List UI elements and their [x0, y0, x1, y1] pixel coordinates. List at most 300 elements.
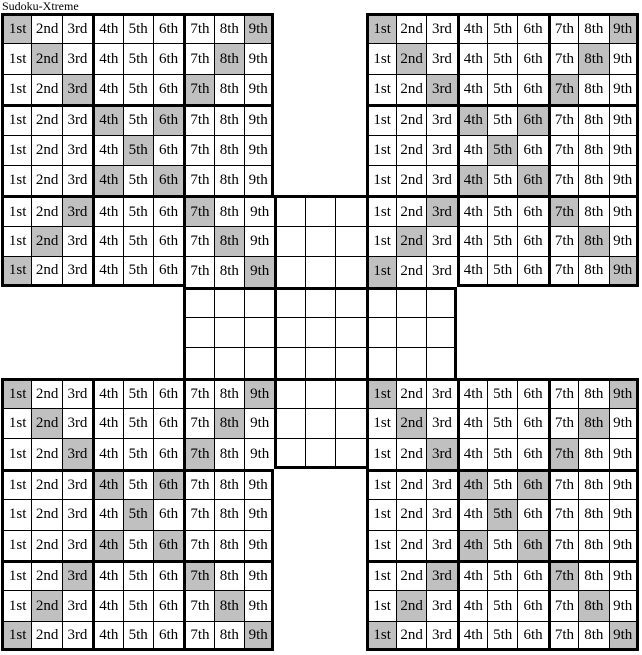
sudoku-cell: 8th — [214, 195, 244, 225]
sudoku-cell: 7th — [183, 195, 213, 225]
sudoku-cell: 4th — [92, 408, 122, 438]
sudoku-cell: 9th — [244, 13, 274, 43]
sudoku-cell: 4th — [92, 43, 122, 73]
sudoku-cell: 5th — [487, 135, 517, 165]
sudoku-cell: 3rd — [426, 135, 456, 165]
sudoku-cell: 8th — [578, 43, 608, 73]
sudoku-cell: 5th — [487, 43, 517, 73]
sudoku-cell: 1st — [366, 590, 396, 620]
sudoku-cell: 2nd — [396, 590, 426, 620]
sudoku-cell[interactable] — [305, 438, 335, 468]
sudoku-cell: 2nd — [31, 13, 61, 43]
sudoku-cell: 9th — [609, 408, 639, 438]
sudoku-cell: 1st — [366, 104, 396, 134]
sudoku-cell: 1st — [366, 469, 396, 499]
sudoku-cell: 3rd — [62, 74, 92, 104]
sudoku-cell: 4th — [457, 226, 487, 256]
sudoku-cell: 1st — [366, 499, 396, 529]
sudoku-cell: 3rd — [62, 378, 92, 408]
sudoku-cell: 2nd — [396, 530, 426, 560]
sudoku-cell: 6th — [517, 104, 547, 134]
sudoku-cell: 4th — [92, 438, 122, 468]
sudoku-cell: 2nd — [31, 621, 61, 651]
sudoku-cell: 3rd — [62, 530, 92, 560]
sudoku-cell: 5th — [123, 74, 153, 104]
sudoku-cell: 8th — [578, 499, 608, 529]
sudoku-cell: 9th — [609, 195, 639, 225]
sudoku-cell: 7th — [548, 590, 578, 620]
sudoku-cell: 2nd — [31, 43, 61, 73]
sudoku-cell: 6th — [517, 135, 547, 165]
sudoku-cell: 6th — [517, 621, 547, 651]
sudoku-cell: 3rd — [426, 408, 456, 438]
sudoku-cell: 1st — [366, 621, 396, 651]
sudoku-cell: 9th — [609, 135, 639, 165]
sudoku-cell: 5th — [123, 104, 153, 134]
sudoku-cell[interactable] — [396, 287, 426, 317]
sudoku-cell[interactable] — [274, 287, 304, 317]
sudoku-cell: 4th — [92, 195, 122, 225]
sudoku-cell: 4th — [457, 438, 487, 468]
sudoku-cell: 3rd — [62, 165, 92, 195]
sudoku-cell: 9th — [244, 530, 274, 560]
sudoku-cell: 2nd — [396, 256, 426, 286]
sudoku-cell: 5th — [123, 43, 153, 73]
sudoku-cell: 6th — [153, 135, 183, 165]
sudoku-cell: 1st — [1, 590, 31, 620]
sudoku-cell: 7th — [183, 438, 213, 468]
sudoku-cell: 8th — [214, 560, 244, 590]
sudoku-cell: 8th — [214, 438, 244, 468]
sudoku-cell: 5th — [487, 104, 517, 134]
sudoku-cell: 7th — [183, 256, 213, 286]
sudoku-cell: 3rd — [426, 195, 456, 225]
sudoku-cell: 9th — [244, 226, 274, 256]
sudoku-cell[interactable] — [335, 226, 365, 256]
sudoku-cell: 2nd — [31, 438, 61, 468]
sudoku-cell[interactable] — [183, 287, 213, 317]
sudoku-cell: 1st — [1, 226, 31, 256]
sudoku-cell: 1st — [366, 74, 396, 104]
sudoku-cell: 6th — [153, 560, 183, 590]
sudoku-cell: 9th — [609, 165, 639, 195]
sudoku-cell: 2nd — [31, 469, 61, 499]
sudoku-cell: 9th — [609, 438, 639, 468]
sudoku-cell: 6th — [517, 256, 547, 286]
sudoku-cell: 3rd — [426, 43, 456, 73]
sudoku-cell: 2nd — [31, 560, 61, 590]
sudoku-cell: 7th — [183, 499, 213, 529]
sudoku-cell: 3rd — [426, 469, 456, 499]
sudoku-cell: 6th — [517, 438, 547, 468]
sudoku-cell: 6th — [517, 195, 547, 225]
sudoku-cell: 3rd — [62, 135, 92, 165]
sudoku-cell: 6th — [517, 560, 547, 590]
sudoku-cell[interactable] — [335, 378, 365, 408]
sudoku-cell: 5th — [487, 438, 517, 468]
sudoku-cell[interactable] — [305, 256, 335, 286]
sudoku-cell: 5th — [123, 195, 153, 225]
sudoku-cell[interactable] — [426, 287, 456, 317]
sudoku-cell: 4th — [92, 530, 122, 560]
sudoku-cell: 1st — [366, 226, 396, 256]
sudoku-cell[interactable] — [366, 317, 396, 347]
sudoku-cell: 2nd — [396, 560, 426, 590]
sudoku-cell: 2nd — [31, 135, 61, 165]
sudoku-cell[interactable] — [335, 317, 365, 347]
sudoku-cell: 6th — [517, 530, 547, 560]
sudoku-cell[interactable] — [366, 287, 396, 317]
sudoku-cell: 9th — [609, 590, 639, 620]
sudoku-cell: 8th — [214, 13, 244, 43]
sudoku-cell: 7th — [183, 165, 213, 195]
sudoku-cell: 8th — [214, 43, 244, 73]
sudoku-cell: 9th — [244, 438, 274, 468]
sudoku-cell: 7th — [548, 499, 578, 529]
sudoku-cell[interactable] — [335, 256, 365, 286]
sudoku-cell: 3rd — [62, 104, 92, 134]
sudoku-cell: 8th — [578, 135, 608, 165]
sudoku-cell: 5th — [123, 256, 153, 286]
sudoku-cell: 1st — [366, 165, 396, 195]
sudoku-cell: 3rd — [62, 590, 92, 620]
sudoku-cell: 4th — [457, 104, 487, 134]
sudoku-cell: 8th — [578, 165, 608, 195]
sudoku-cell[interactable] — [335, 347, 365, 377]
sudoku-cell: 4th — [92, 590, 122, 620]
sudoku-cell[interactable] — [335, 195, 365, 225]
sudoku-cell: 1st — [1, 43, 31, 73]
sudoku-cell: 4th — [92, 104, 122, 134]
sudoku-cell: 1st — [366, 378, 396, 408]
sudoku-cell: 8th — [578, 378, 608, 408]
sudoku-cell[interactable] — [183, 317, 213, 347]
sudoku-cell: 8th — [578, 469, 608, 499]
sudoku-cell: 7th — [548, 438, 578, 468]
sudoku-cell[interactable] — [305, 287, 335, 317]
sudoku-cell: 7th — [183, 104, 213, 134]
sudoku-cell: 6th — [517, 469, 547, 499]
sudoku-cell: 1st — [1, 560, 31, 590]
sudoku-cell[interactable] — [305, 408, 335, 438]
sudoku-cell: 5th — [123, 530, 153, 560]
sudoku-cell: 3rd — [62, 499, 92, 529]
sudoku-cell[interactable] — [305, 378, 335, 408]
sudoku-cell: 6th — [153, 104, 183, 134]
sudoku-cell: 6th — [517, 408, 547, 438]
sudoku-cell[interactable] — [305, 226, 335, 256]
sudoku-cell: 7th — [548, 621, 578, 651]
sudoku-cell: 3rd — [426, 165, 456, 195]
sudoku-cell: 2nd — [31, 165, 61, 195]
sudoku-cell: 1st — [1, 438, 31, 468]
sudoku-cell: 9th — [609, 469, 639, 499]
sudoku-cell: 8th — [214, 530, 244, 560]
sudoku-cell: 2nd — [396, 43, 426, 73]
sudoku-cell: 9th — [609, 43, 639, 73]
sudoku-cell: 6th — [517, 13, 547, 43]
sudoku-cell: 9th — [244, 165, 274, 195]
sudoku-cell: 9th — [244, 621, 274, 651]
sudoku-cell: 1st — [1, 135, 31, 165]
sudoku-cell: 7th — [183, 226, 213, 256]
sudoku-cell: 7th — [548, 256, 578, 286]
sudoku-cell[interactable] — [274, 378, 304, 408]
sudoku-cell: 1st — [1, 378, 31, 408]
sudoku-cell: 8th — [578, 621, 608, 651]
sudoku-cell: 5th — [123, 165, 153, 195]
sudoku-cell: 4th — [457, 621, 487, 651]
sudoku-cell[interactable] — [426, 347, 456, 377]
sudoku-cell: 5th — [123, 13, 153, 43]
sudoku-cell: 9th — [244, 104, 274, 134]
sudoku-cell[interactable] — [335, 287, 365, 317]
sudoku-cell: 8th — [214, 226, 244, 256]
sudoku-cell: 5th — [487, 256, 517, 286]
sudoku-cell[interactable] — [214, 317, 244, 347]
sudoku-cell: 8th — [578, 104, 608, 134]
sudoku-cell: 2nd — [396, 104, 426, 134]
sudoku-cell: 3rd — [62, 469, 92, 499]
sudoku-cell: 4th — [457, 135, 487, 165]
sudoku-cell: 2nd — [396, 195, 426, 225]
sudoku-cell[interactable] — [426, 317, 456, 347]
sudoku-cell: 1st — [1, 256, 31, 286]
sudoku-cell: 9th — [244, 43, 274, 73]
sudoku-cell: 8th — [214, 135, 244, 165]
sudoku-cell: 3rd — [426, 104, 456, 134]
sudoku-cell: 5th — [123, 590, 153, 620]
sudoku-cell[interactable] — [305, 347, 335, 377]
sudoku-cell: 7th — [548, 530, 578, 560]
sudoku-cell: 7th — [183, 621, 213, 651]
sudoku-cell: 2nd — [31, 408, 61, 438]
sudoku-cell: 9th — [244, 499, 274, 529]
sudoku-cell: 6th — [153, 165, 183, 195]
sudoku-cell: 7th — [183, 590, 213, 620]
sudoku-cell: 5th — [487, 560, 517, 590]
sudoku-cell: 9th — [609, 226, 639, 256]
sudoku-cell: 2nd — [31, 74, 61, 104]
sudoku-cell[interactable] — [396, 347, 426, 377]
sudoku-cell: 5th — [123, 499, 153, 529]
sudoku-cell[interactable] — [366, 347, 396, 377]
sudoku-cell: 6th — [153, 74, 183, 104]
sudoku-cell: 6th — [153, 226, 183, 256]
sudoku-cell: 7th — [183, 560, 213, 590]
sudoku-cell: 8th — [214, 74, 244, 104]
sudoku-cell: 4th — [92, 135, 122, 165]
sudoku-cell: 8th — [578, 226, 608, 256]
sudoku-cell[interactable] — [396, 317, 426, 347]
page-title: Sudoku-Xtreme — [2, 0, 79, 13]
sudoku-cell: 9th — [244, 256, 274, 286]
sudoku-cell: 3rd — [62, 13, 92, 43]
sudoku-cell: 1st — [1, 104, 31, 134]
sudoku-cell: 6th — [153, 408, 183, 438]
sudoku-cell[interactable] — [335, 438, 365, 468]
sudoku-cell: 5th — [487, 165, 517, 195]
sudoku-cell: 7th — [183, 469, 213, 499]
sudoku-cell: 3rd — [426, 530, 456, 560]
sudoku-cell: 4th — [92, 499, 122, 529]
sudoku-cell: 4th — [457, 499, 487, 529]
sudoku-cell: 5th — [123, 621, 153, 651]
sudoku-cell[interactable] — [274, 347, 304, 377]
sudoku-cell: 6th — [517, 165, 547, 195]
sudoku-cell: 2nd — [31, 195, 61, 225]
sudoku-cell: 9th — [244, 135, 274, 165]
sudoku-cell: 8th — [214, 621, 244, 651]
sudoku-cell[interactable] — [244, 287, 274, 317]
sudoku-cell: 8th — [578, 530, 608, 560]
sudoku-cell: 9th — [609, 13, 639, 43]
sudoku-cell: 5th — [487, 408, 517, 438]
sudoku-cell: 2nd — [396, 135, 426, 165]
sudoku-cell: 9th — [244, 590, 274, 620]
sudoku-cell[interactable] — [274, 226, 304, 256]
sudoku-cell: 1st — [366, 195, 396, 225]
sudoku-cell[interactable] — [244, 347, 274, 377]
sudoku-cell[interactable] — [274, 317, 304, 347]
sudoku-cell: 2nd — [396, 378, 426, 408]
sudoku-cell: 6th — [153, 621, 183, 651]
sudoku-cell: 4th — [457, 590, 487, 620]
sudoku-cell: 4th — [457, 195, 487, 225]
sudoku-cell: 7th — [548, 43, 578, 73]
sudoku-cell: 3rd — [62, 621, 92, 651]
sudoku-cell: 3rd — [62, 43, 92, 73]
sudoku-cell: 7th — [548, 469, 578, 499]
sudoku-cell: 4th — [457, 530, 487, 560]
sudoku-cell: 1st — [1, 469, 31, 499]
sudoku-cell[interactable] — [305, 195, 335, 225]
sudoku-cell[interactable] — [305, 317, 335, 347]
sudoku-cell[interactable] — [274, 195, 304, 225]
sudoku-cell: 2nd — [396, 408, 426, 438]
sudoku-cell: 4th — [92, 469, 122, 499]
sudoku-cell: 4th — [457, 560, 487, 590]
sudoku-cell: 8th — [578, 74, 608, 104]
sudoku-cell: 7th — [548, 408, 578, 438]
sudoku-cell: 1st — [1, 621, 31, 651]
sudoku-cell: 7th — [183, 13, 213, 43]
sudoku-cell: 9th — [609, 256, 639, 286]
sudoku-cell: 9th — [609, 104, 639, 134]
sudoku-cell: 6th — [153, 499, 183, 529]
sudoku-cell: 6th — [153, 43, 183, 73]
sudoku-cell: 6th — [153, 590, 183, 620]
sudoku-cell: 3rd — [426, 621, 456, 651]
sudoku-cell: 4th — [457, 165, 487, 195]
sudoku-cell: 9th — [244, 378, 274, 408]
sudoku-cell: 9th — [609, 378, 639, 408]
sudoku-cell: 4th — [92, 621, 122, 651]
sudoku-cell: 6th — [153, 13, 183, 43]
sudoku-cell[interactable] — [214, 287, 244, 317]
sudoku-cell: 7th — [548, 13, 578, 43]
sudoku-cell: 3rd — [426, 590, 456, 620]
sudoku-cell: 2nd — [396, 74, 426, 104]
sudoku-cell: 3rd — [62, 226, 92, 256]
sudoku-cell: 5th — [123, 408, 153, 438]
sudoku-cell: 7th — [183, 408, 213, 438]
sudoku-cell[interactable] — [214, 347, 244, 377]
sudoku-cell: 5th — [487, 13, 517, 43]
sudoku-cell: 8th — [578, 408, 608, 438]
sudoku-cell: 1st — [1, 499, 31, 529]
sudoku-cell: 2nd — [396, 165, 426, 195]
sudoku-cell: 7th — [548, 560, 578, 590]
sudoku-cell: 4th — [457, 408, 487, 438]
sudoku-cell: 9th — [244, 469, 274, 499]
sudoku-cell: 7th — [548, 104, 578, 134]
sudoku-cell: 2nd — [31, 530, 61, 560]
sudoku-cell: 5th — [123, 469, 153, 499]
sudoku-cell: 9th — [609, 74, 639, 104]
sudoku-cell: 7th — [183, 378, 213, 408]
sudoku-cell: 7th — [548, 226, 578, 256]
sudoku-cell: 7th — [183, 43, 213, 73]
sudoku-cell[interactable] — [274, 438, 304, 468]
sudoku-cell: 1st — [366, 408, 396, 438]
sudoku-cell: 3rd — [426, 74, 456, 104]
sudoku-cell: 3rd — [62, 438, 92, 468]
sudoku-cell: 3rd — [62, 560, 92, 590]
sudoku-cell: 9th — [244, 560, 274, 590]
sudoku-cell: 3rd — [62, 408, 92, 438]
sudoku-cell: 1st — [366, 256, 396, 286]
sudoku-cell: 5th — [123, 378, 153, 408]
sudoku-cell: 1st — [1, 195, 31, 225]
sudoku-cell: 3rd — [426, 378, 456, 408]
sudoku-cell: 2nd — [396, 469, 426, 499]
sudoku-cell: 9th — [609, 560, 639, 590]
sudoku-cell: 3rd — [62, 256, 92, 286]
sudoku-cell: 5th — [487, 499, 517, 529]
sudoku-cell[interactable] — [244, 317, 274, 347]
sudoku-cell: 8th — [214, 165, 244, 195]
sudoku-cell: 6th — [517, 378, 547, 408]
sudoku-cell: 4th — [457, 43, 487, 73]
sudoku-cell: 4th — [457, 13, 487, 43]
sudoku-cell: 4th — [457, 378, 487, 408]
sudoku-cell: 9th — [244, 74, 274, 104]
sudoku-cell: 2nd — [396, 13, 426, 43]
sudoku-cell: 8th — [214, 256, 244, 286]
sudoku-cell[interactable] — [335, 408, 365, 438]
sudoku-cell: 8th — [214, 408, 244, 438]
sudoku-cell: 7th — [548, 74, 578, 104]
sudoku-cell[interactable] — [274, 408, 304, 438]
sudoku-cell: 1st — [1, 165, 31, 195]
sudoku-cell: 9th — [609, 499, 639, 529]
sudoku-cell: 4th — [92, 256, 122, 286]
sudoku-cell: 1st — [366, 43, 396, 73]
sudoku-cell: 8th — [578, 256, 608, 286]
sudoku-cell: 5th — [487, 195, 517, 225]
sudoku-cell: 1st — [366, 13, 396, 43]
sudoku-cell[interactable] — [274, 256, 304, 286]
sudoku-cell: 2nd — [396, 438, 426, 468]
sudoku-cell: 1st — [1, 13, 31, 43]
sudoku-cell: 6th — [153, 378, 183, 408]
sudoku-cell: 4th — [457, 74, 487, 104]
sudoku-cell: 6th — [153, 469, 183, 499]
sudoku-cell[interactable] — [183, 347, 213, 377]
sudoku-cell: 8th — [214, 378, 244, 408]
sudoku-cell: 2nd — [396, 621, 426, 651]
